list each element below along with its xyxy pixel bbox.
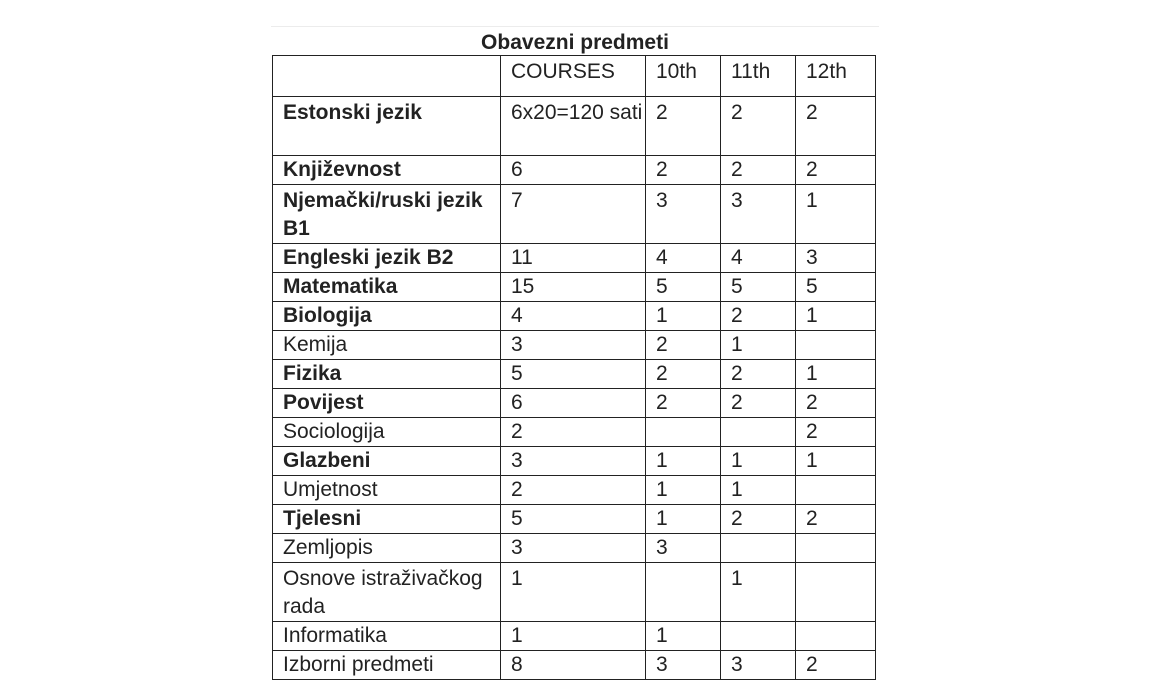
courses-cell: 6 (501, 156, 646, 185)
courses-cell: 1 (501, 622, 646, 651)
courses-table (272, 55, 876, 680)
grade-11-cell: 1 (721, 563, 796, 622)
table-row (273, 360, 876, 389)
subject-cell: Tjelesni (273, 505, 501, 534)
grade-10-cell: 2 (646, 156, 721, 185)
table-row (273, 97, 876, 156)
table-row (273, 534, 876, 563)
grade-11-cell: 2 (721, 505, 796, 534)
grade-12-cell: 2 (796, 505, 876, 534)
subject-cell: Estonski jezik (273, 97, 501, 156)
grade-10-cell: 5 (646, 273, 721, 302)
courses-cell: 5 (501, 505, 646, 534)
subject-cell: Sociologija (273, 418, 501, 447)
grade-12-cell: 1 (796, 360, 876, 389)
subject-cell: Osnove istraživačkog rada (273, 563, 501, 622)
courses-cell: 6 (501, 389, 646, 418)
grade-10-cell: 2 (646, 97, 721, 156)
grade-11-cell (721, 534, 796, 563)
grade-10-cell: 1 (646, 447, 721, 476)
grade-10-cell: 3 (646, 534, 721, 563)
grade-12-cell (796, 476, 876, 505)
table-row (273, 185, 876, 244)
grade-11-cell: 2 (721, 389, 796, 418)
grade-10-cell (646, 563, 721, 622)
grade-10-cell: 2 (646, 389, 721, 418)
subject-cell: Zemljopis (273, 534, 501, 563)
grade-11-cell: 5 (721, 273, 796, 302)
table-row (273, 331, 876, 360)
subject-cell: Kemija (273, 331, 501, 360)
grade-12-cell: 2 (796, 156, 876, 185)
grade-11-cell: 1 (721, 331, 796, 360)
subject-cell: Matematika (273, 273, 501, 302)
table-row (273, 302, 876, 331)
subject-cell: Fizika (273, 360, 501, 389)
grade-10-cell: 2 (646, 360, 721, 389)
table-row (273, 505, 876, 534)
grade-10-cell: 3 (646, 651, 721, 680)
grade-10-cell: 1 (646, 505, 721, 534)
subject-cell: Umjetnost (273, 476, 501, 505)
header-cell-10th: 10th (646, 56, 721, 97)
courses-cell: 3 (501, 447, 646, 476)
courses-cell: 1 (501, 563, 646, 622)
table-row (273, 273, 876, 302)
courses-cell: 5 (501, 360, 646, 389)
courses-cell: 15 (501, 273, 646, 302)
table-row (273, 651, 876, 680)
grade-10-cell: 2 (646, 331, 721, 360)
grade-12-cell: 3 (796, 244, 876, 273)
grade-11-cell (721, 418, 796, 447)
grade-12-cell (796, 563, 876, 622)
header-cell-11th: 11th (721, 56, 796, 97)
grade-10-cell: 3 (646, 185, 721, 244)
grade-11-cell: 3 (721, 185, 796, 244)
header-row (273, 56, 876, 97)
header-cell-subject (273, 56, 501, 97)
table-row (273, 389, 876, 418)
subject-cell: Engleski jezik B2 (273, 244, 501, 273)
courses-cell: 3 (501, 534, 646, 563)
grade-12-cell (796, 534, 876, 563)
table-row (273, 447, 876, 476)
grade-11-cell: 2 (721, 97, 796, 156)
subject-cell: Književnost (273, 156, 501, 185)
courses-cell: 6x20=120 sati (501, 97, 646, 156)
subject-cell: Biologija (273, 302, 501, 331)
grade-12-cell: 2 (796, 97, 876, 156)
courses-cell: 3 (501, 331, 646, 360)
table-row (273, 244, 876, 273)
grade-10-cell: 1 (646, 302, 721, 331)
grade-11-cell: 2 (721, 156, 796, 185)
courses-cell: 4 (501, 302, 646, 331)
grade-12-cell (796, 622, 876, 651)
grade-11-cell: 3 (721, 651, 796, 680)
grade-10-cell: 1 (646, 476, 721, 505)
grade-10-cell: 4 (646, 244, 721, 273)
table-row (273, 418, 876, 447)
subject-cell: Izborni predmeti (273, 651, 501, 680)
grade-11-cell: 1 (721, 476, 796, 505)
grade-12-cell: 2 (796, 651, 876, 680)
grade-10-cell: 1 (646, 622, 721, 651)
subject-cell: Informatika (273, 622, 501, 651)
grade-12-cell: 1 (796, 185, 876, 244)
table-row (273, 156, 876, 185)
grade-11-cell: 2 (721, 360, 796, 389)
courses-cell: 11 (501, 244, 646, 273)
grade-11-cell: 2 (721, 302, 796, 331)
header-cell-12th: 12th (796, 56, 876, 97)
grade-11-cell (721, 622, 796, 651)
grade-12-cell: 2 (796, 389, 876, 418)
grade-10-cell (646, 418, 721, 447)
grade-12-cell: 5 (796, 273, 876, 302)
header-cell-courses: COURSES (501, 56, 646, 97)
grade-11-cell: 1 (721, 447, 796, 476)
table-row (273, 622, 876, 651)
courses-cell: 2 (501, 476, 646, 505)
grade-12-cell: 1 (796, 447, 876, 476)
table-title: Obavezni predmeti (481, 31, 669, 54)
courses-cell: 8 (501, 651, 646, 680)
subject-cell: Povijest (273, 389, 501, 418)
grade-12-cell (796, 331, 876, 360)
courses-cell: 7 (501, 185, 646, 244)
top-divider (271, 26, 879, 27)
subject-cell: Glazbeni (273, 447, 501, 476)
courses-cell: 2 (501, 418, 646, 447)
subject-cell: Njemački/ruski jezik B1 (273, 185, 501, 244)
table-row (273, 476, 876, 505)
table-row (273, 563, 876, 622)
grade-12-cell: 2 (796, 418, 876, 447)
grade-11-cell: 4 (721, 244, 796, 273)
grade-12-cell: 1 (796, 302, 876, 331)
courses-table-body (273, 56, 876, 680)
